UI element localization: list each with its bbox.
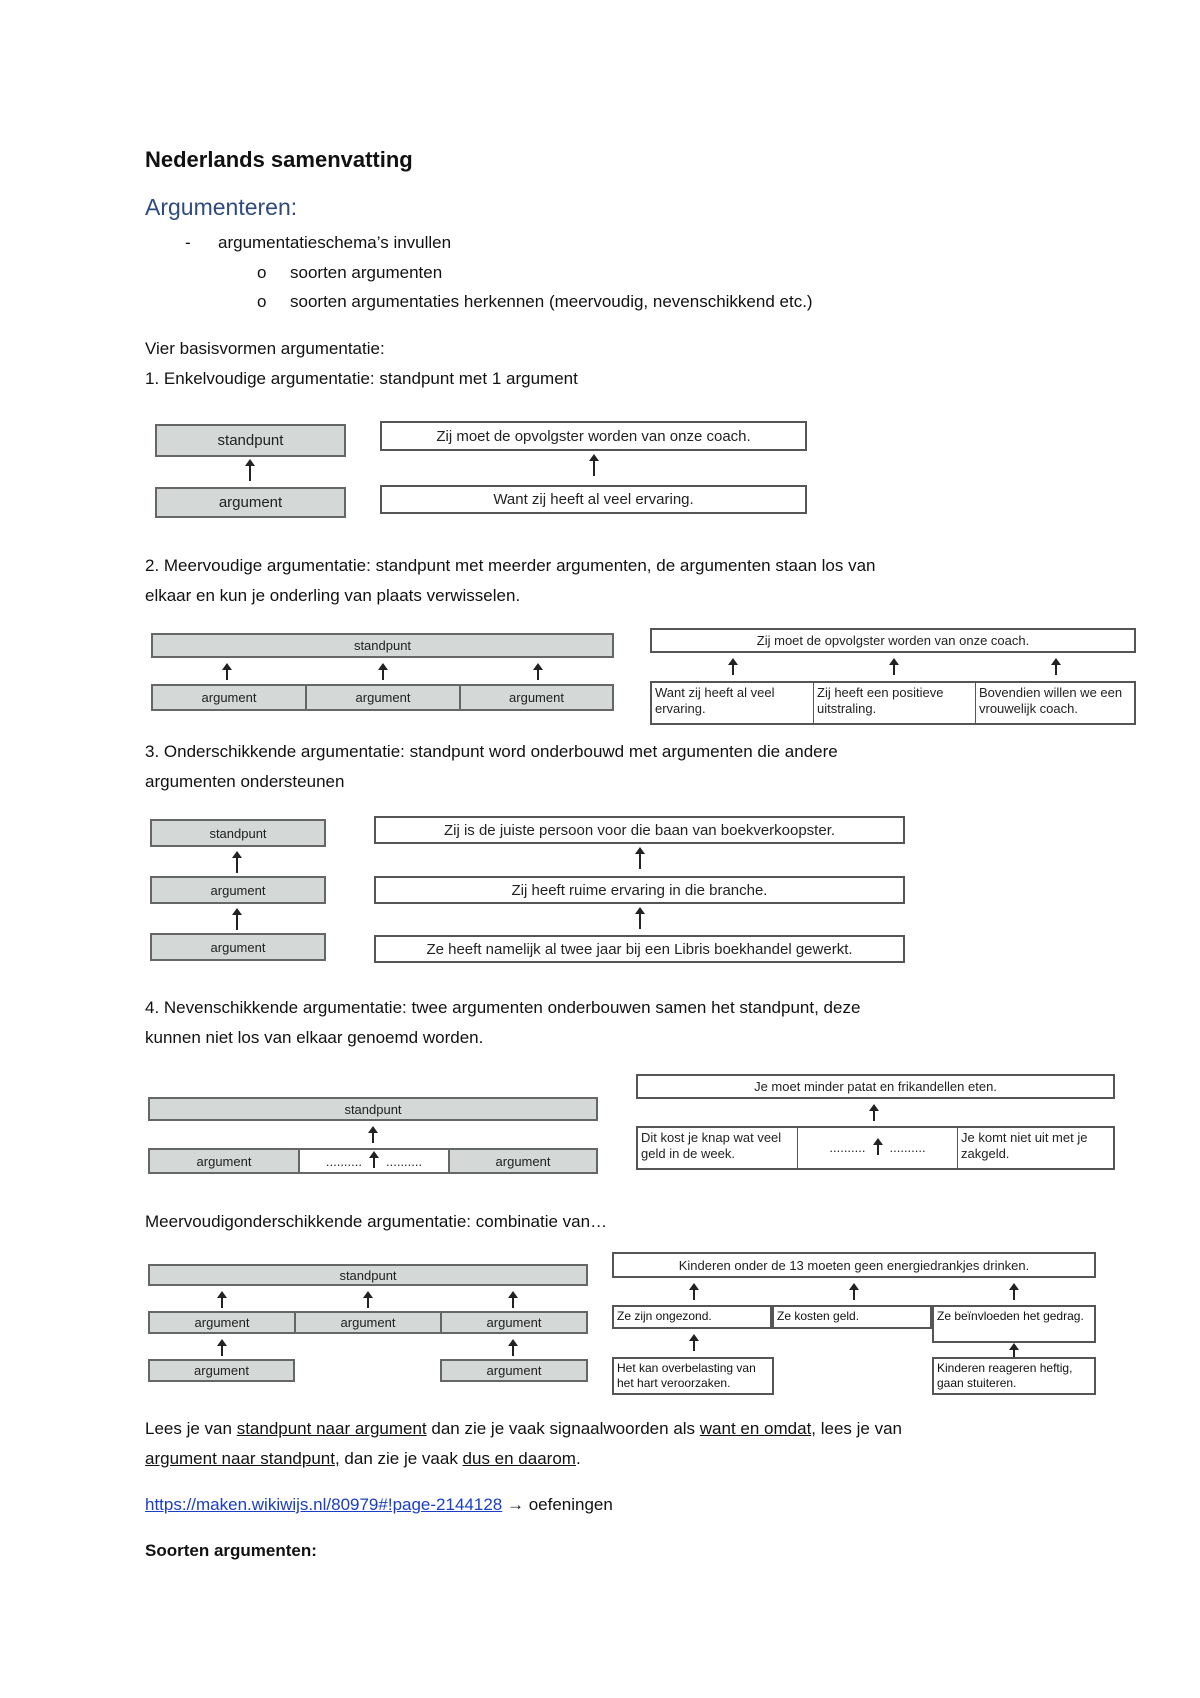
bullet-marker: - xyxy=(185,233,191,252)
example-argument-box: Ze zijn ongezond. xyxy=(612,1305,772,1329)
intro-text: Vier basisvormen argumentatie: xyxy=(145,339,385,358)
arrow-up-icon xyxy=(634,847,646,869)
standpunt-box: standpunt xyxy=(148,1264,588,1286)
arrow-up-icon xyxy=(216,1291,228,1308)
closing-text: dan zie je vaak signaalwoorden als xyxy=(426,1419,700,1438)
example-argument-row xyxy=(650,681,1136,725)
exercise-link[interactable]: https://maken.wikiwijs.nl/80979#!page-2144128 xyxy=(145,1495,503,1514)
arrow-up-icon xyxy=(1050,658,1062,675)
arrow-up-icon xyxy=(221,663,233,680)
dots-left: .......... xyxy=(325,1153,362,1169)
arrow-up-icon xyxy=(1008,1343,1020,1355)
example-argument-box: Want zij heeft al veel ervaring. xyxy=(652,683,814,723)
arrow-up-icon xyxy=(368,1151,380,1168)
example-subargument-box: Kinderen reageren heftig, gaan stuiteren. xyxy=(932,1357,1096,1395)
arrow-up-icon xyxy=(507,1291,519,1308)
standpunt-box: standpunt xyxy=(148,1097,598,1121)
arrow-up-icon xyxy=(727,658,739,675)
arrow-up-icon xyxy=(868,1104,880,1121)
section-5-text: Meervoudigonderschikkende argumentatie: combinatie van… xyxy=(145,1212,608,1231)
standpunt-box: standpunt xyxy=(155,424,346,457)
arrow-up-icon xyxy=(532,663,544,680)
example-standpunt-box: Kinderen onder de 13 moeten geen energiedrankjes drinken. xyxy=(612,1252,1096,1278)
closing-line-1 xyxy=(145,1414,902,1443)
example-standpunt-box: Zij is de juiste persoon voor die baan van boekverkoopster. xyxy=(374,816,905,844)
example-argument-box: Bovendien willen we een vrouwelijk coach. xyxy=(979,685,1123,716)
argument-box: argument xyxy=(442,1313,586,1332)
example-standpunt-box: Zij moet de opvolgster worden van onze coach. xyxy=(650,628,1136,653)
argument-box: argument xyxy=(153,686,307,709)
example-argument-box: Zij heeft een positieve uitstraling. xyxy=(814,683,976,723)
arrow-up-icon xyxy=(872,1138,884,1155)
arrow-up-icon xyxy=(244,459,256,481)
section-2-text: elkaar en kun je onderling van plaats verwisselen. xyxy=(145,586,521,605)
argument-box: argument xyxy=(150,876,326,904)
linking-cell xyxy=(300,1150,450,1172)
example-argument-box: Zij heeft ruime ervaring in die branche. xyxy=(374,876,905,904)
page-title: Nederlands samenvatting xyxy=(145,147,413,172)
closing-text: dan zie je vaak xyxy=(339,1449,463,1468)
dots-right: .......... xyxy=(386,1153,423,1169)
example-argument-box: Ze kosten geld. xyxy=(772,1305,932,1329)
sub-bullet-marker: o xyxy=(257,292,267,311)
arrow-up-icon xyxy=(377,663,389,680)
example-argument-box: Ze beïnvloeden het gedrag. xyxy=(932,1305,1096,1343)
sub-bullet-item: soorten argumentaties herkennen (meervoudig, nevenschikkend etc.) xyxy=(290,292,813,311)
arrow-up-icon xyxy=(634,907,646,929)
argument-box: argument xyxy=(307,686,461,709)
example-argument-box: Ze heeft namelijk al twee jaar bij een Libris boekhandel gewerkt. xyxy=(374,935,905,963)
arrow-up-icon xyxy=(848,1283,860,1300)
argument-box: argument xyxy=(461,686,612,709)
section-3-text: 3. Onderschikkende argumentatie: standpunt word onderbouwd met argumenten die andere xyxy=(145,742,838,761)
closing-line-2 xyxy=(145,1444,581,1473)
subsection-heading: Soorten argumenten: xyxy=(145,1541,317,1560)
argument-box: argument xyxy=(440,1359,588,1382)
arrow-up-icon xyxy=(231,908,243,930)
sub-bullet-item: soorten argumenten xyxy=(290,263,443,282)
arrow-up-icon xyxy=(888,658,900,675)
argument-box: argument xyxy=(296,1313,442,1332)
arrow-up-icon xyxy=(231,851,243,873)
argument-box: argument xyxy=(148,1359,295,1382)
linking-cell xyxy=(798,1128,958,1168)
argument-box: argument xyxy=(150,1313,296,1332)
underlined-phrase: want en omdat xyxy=(699,1419,812,1438)
arrow-up-icon xyxy=(362,1291,374,1308)
section-4-text: 4. Nevenschikkende argumentatie: twee argumenten onderbouwen samen het standpunt, deze xyxy=(145,998,861,1017)
section-2-text: 2. Meervoudige argumentatie: standpunt met meerder argumenten, de argumenten staan los van xyxy=(145,556,876,575)
example-argument-box: Want zij heeft al veel ervaring. xyxy=(380,485,807,514)
bullet-item: argumentatieschema’s invullen xyxy=(218,233,452,252)
section-3-text: argumenten ondersteunen xyxy=(145,772,345,791)
dots-left: .......... xyxy=(829,1140,866,1155)
underlined-phrase: dus en daarom xyxy=(462,1449,576,1468)
sub-bullet-marker: o xyxy=(257,263,267,282)
standpunt-box: standpunt xyxy=(151,633,614,658)
arrow-up-icon xyxy=(688,1283,700,1300)
example-standpunt-box: Zij moet de opvolgster worden van onze coach. xyxy=(380,421,807,451)
argument-row xyxy=(148,1148,598,1174)
argument-box: argument xyxy=(450,1150,596,1172)
standpunt-box: standpunt xyxy=(150,819,326,847)
underlined-phrase: argument naar standpunt, xyxy=(145,1449,340,1468)
dots-right: .......... xyxy=(889,1140,926,1155)
arrow-up-icon xyxy=(688,1334,700,1351)
argument-box: argument xyxy=(150,1150,300,1172)
argument-row xyxy=(151,684,614,711)
section-4-text: kunnen niet los van elkaar genoemd worden. xyxy=(145,1028,484,1047)
link-line xyxy=(145,1490,613,1519)
example-argument-box: Je komt niet uit met je zakgeld. xyxy=(961,1130,1088,1161)
example-standpunt-box: Je moet minder patat en frikandellen eten. xyxy=(636,1074,1115,1099)
argument-box: argument xyxy=(150,933,326,961)
arrow-up-icon xyxy=(588,454,600,476)
arrow-up-icon xyxy=(216,1339,228,1356)
closing-text: Lees je van xyxy=(145,1419,237,1438)
underlined-phrase: standpunt naar argument xyxy=(236,1419,427,1438)
link-after-text: oefeningen xyxy=(528,1495,613,1514)
section-heading: Argumenteren: xyxy=(145,194,298,220)
arrow-up-icon xyxy=(1008,1283,1020,1300)
argument-box: argument xyxy=(155,487,346,518)
closing-text: . xyxy=(575,1449,581,1468)
argument-row xyxy=(148,1311,588,1334)
arrow-up-icon xyxy=(367,1126,379,1143)
example-subargument-box: Het kan overbelasting van het hart veroorzaken. xyxy=(612,1357,774,1395)
example-argument-box: Dit kost je knap wat veel geld in de week. xyxy=(638,1128,798,1168)
arrow-up-icon xyxy=(507,1339,519,1356)
closing-text: , lees je van xyxy=(811,1419,903,1438)
example-argument-row xyxy=(636,1126,1115,1170)
section-1-text: 1. Enkelvoudige argumentatie: standpunt met 1 argument xyxy=(145,369,578,388)
arrow-right-icon: → xyxy=(506,1495,524,1514)
